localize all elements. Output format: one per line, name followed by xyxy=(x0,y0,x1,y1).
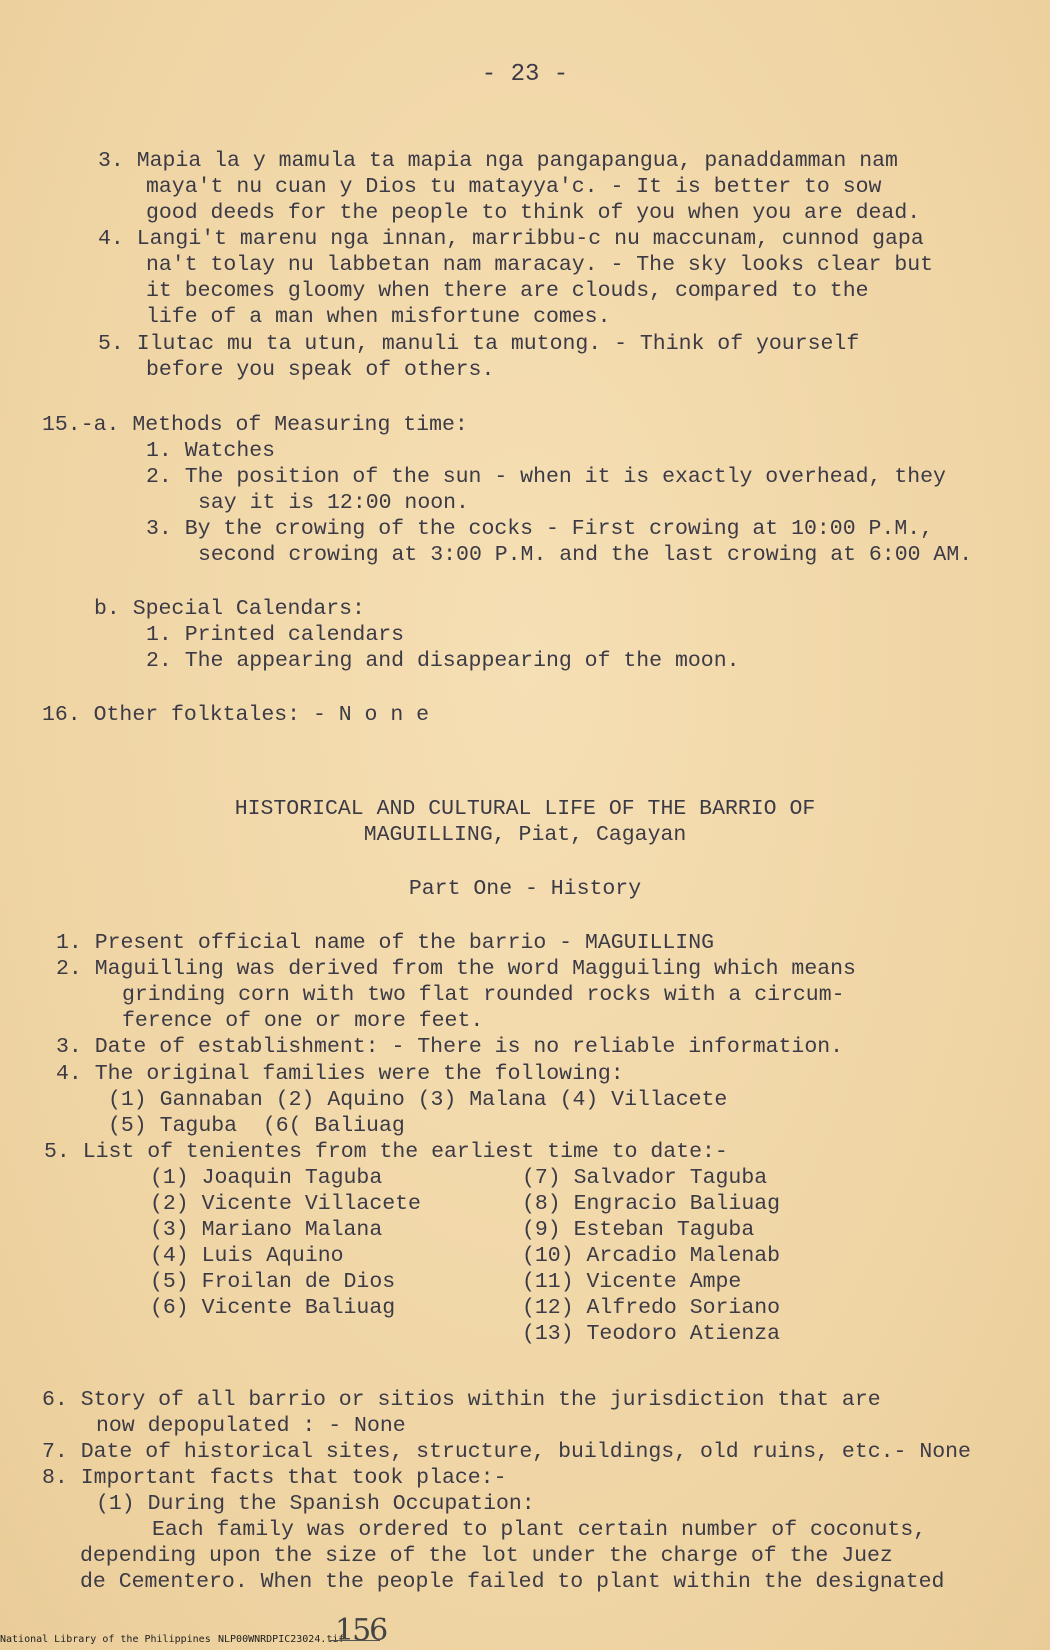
teniente-5: (5) Froilan de Dios xyxy=(150,1270,396,1294)
footer-file-name: NLP00WNRDPIC23024.tif xyxy=(218,1634,345,1645)
history-item-2-line-2: grinding corn with two flat rounded rocks with a circum- xyxy=(122,983,845,1007)
footer-library-name: National Library of the Philippines xyxy=(0,1634,211,1645)
history-item-7: 7. Date of historical sites, structure, buildings, old ruins, etc.- None xyxy=(42,1440,971,1464)
proverb-4-line-4: life of a man when misfortune comes. xyxy=(146,305,611,329)
teniente-4: (4) Luis Aquino xyxy=(150,1244,344,1268)
proverb-5-line-2: before you speak of others. xyxy=(146,358,495,382)
section-15-heading: 15.-a. Methods of Measuring time: xyxy=(42,413,468,437)
proverb-3-line-3: good deeds for the people to think of you when you are dead. xyxy=(146,201,921,225)
proverb-3-line-1: 3. Mapia la y mamula ta mapia nga pangapangua, panaddamman nam xyxy=(98,149,898,173)
proverb-4-line-3: it becomes gloomy when there are clouds, compared to the xyxy=(146,279,869,303)
section-15-item-2: 2. The position of the sun - when it is exactly overhead, they xyxy=(146,465,946,489)
history-item-5: 5. List of tenientes from the earliest time to date:- xyxy=(44,1140,728,1164)
handwritten-page-number: 156 xyxy=(335,1613,387,1648)
proverb-4-line-2: na't tolay nu labbetan nam maracay. - The sky looks clear but xyxy=(146,253,934,277)
history-item-8-heading: 8. Important facts that took place:- xyxy=(42,1466,507,1490)
teniente-13: (13) Teodoro Atienza xyxy=(522,1322,781,1346)
teniente-2: (2) Vicente Villacete xyxy=(150,1192,421,1216)
section-15-item-2-cont: say it is 12:00 noon. xyxy=(198,491,469,515)
section-15b-item-1: 1. Printed calendars xyxy=(146,623,405,647)
history-item-1: 1. Present official name of the barrio - MAGUILLING xyxy=(56,931,715,955)
section-15b-heading: b. Special Calendars: xyxy=(94,597,365,621)
history-item-3: 3. Date of establishment: - There is no reliable information. xyxy=(56,1035,844,1059)
history-item-8-para-3: de Cementero. When the people failed to plant within the designated xyxy=(80,1570,945,1594)
section-15-item-3: 3. By the crowing of the cocks - First crowing at 10:00 P.M., xyxy=(146,517,934,541)
teniente-8: (8) Engracio Baliuag xyxy=(522,1192,781,1216)
proverb-4-line-1: 4. Langi't marenu nga innan, marribbu-c nu maccunam, cunnod gapa xyxy=(98,227,924,251)
proverb-5-line-1: 5. Ilutac mu ta utun, manuli ta mutong. - Think of yourself xyxy=(98,332,860,356)
history-item-6-line-1: 6. Story of all barrio or sitios within the jurisdiction that are xyxy=(42,1388,881,1412)
teniente-12: (12) Alfredo Soriano xyxy=(522,1296,781,1320)
history-item-2-line-1: 2. Maguilling was derived from the word Magguiling which means xyxy=(56,957,856,981)
history-item-6-line-2: now depopulated : - None xyxy=(96,1414,406,1438)
teniente-7: (7) Salvador Taguba xyxy=(522,1166,768,1190)
history-item-8-para-1: Each family was ordered to plant certain number of coconuts, xyxy=(152,1518,927,1542)
handwritten-underline xyxy=(330,1640,380,1641)
history-item-8-para-2: depending upon the size of the lot under the charge of the Juez xyxy=(80,1544,893,1568)
history-item-4-line-3: (5) Taguba (6( Baliuag xyxy=(108,1114,405,1138)
teniente-9: (9) Esteban Taguba xyxy=(522,1218,755,1242)
teniente-3: (3) Mariano Malana xyxy=(150,1218,383,1242)
history-item-2-line-3: ference of one or more feet. xyxy=(122,1009,484,1033)
part-heading: Part One - History xyxy=(408,877,642,901)
teniente-10: (10) Arcadio Malenab xyxy=(522,1244,781,1268)
teniente-6: (6) Vicente Baliuag xyxy=(150,1296,396,1320)
history-item-4-line-2: (1) Gannaban (2) Aquino (3) Malana (4) Villacete xyxy=(108,1088,728,1112)
teniente-1: (1) Joaquin Taguba xyxy=(150,1166,383,1190)
teniente-11: (11) Vicente Ampe xyxy=(522,1270,742,1294)
history-item-4-line-1: 4. The original families were the following: xyxy=(56,1062,624,1086)
section-15b-item-2: 2. The appearing and disappearing of the moon. xyxy=(146,649,740,673)
document-title-line-2: MAGUILLING, Piat, Cagayan xyxy=(363,823,687,847)
section-16: 16. Other folktales: - N o n e xyxy=(42,703,430,727)
history-item-8-sub: (1) During the Spanish Occupation: xyxy=(96,1492,535,1516)
section-15-item-3-cont: second crowing at 3:00 P.M. and the last crowing at 6:00 AM. xyxy=(198,543,973,567)
section-15-item-1: 1. Watches xyxy=(146,439,276,463)
proverb-3-line-2: maya't nu cuan y Dios tu matayya'c. - It is better to sow xyxy=(146,175,882,199)
document-title-line-1: HISTORICAL AND CULTURAL LIFE OF THE BARRIO OF xyxy=(234,797,816,821)
page-number: - 23 - xyxy=(481,61,569,88)
